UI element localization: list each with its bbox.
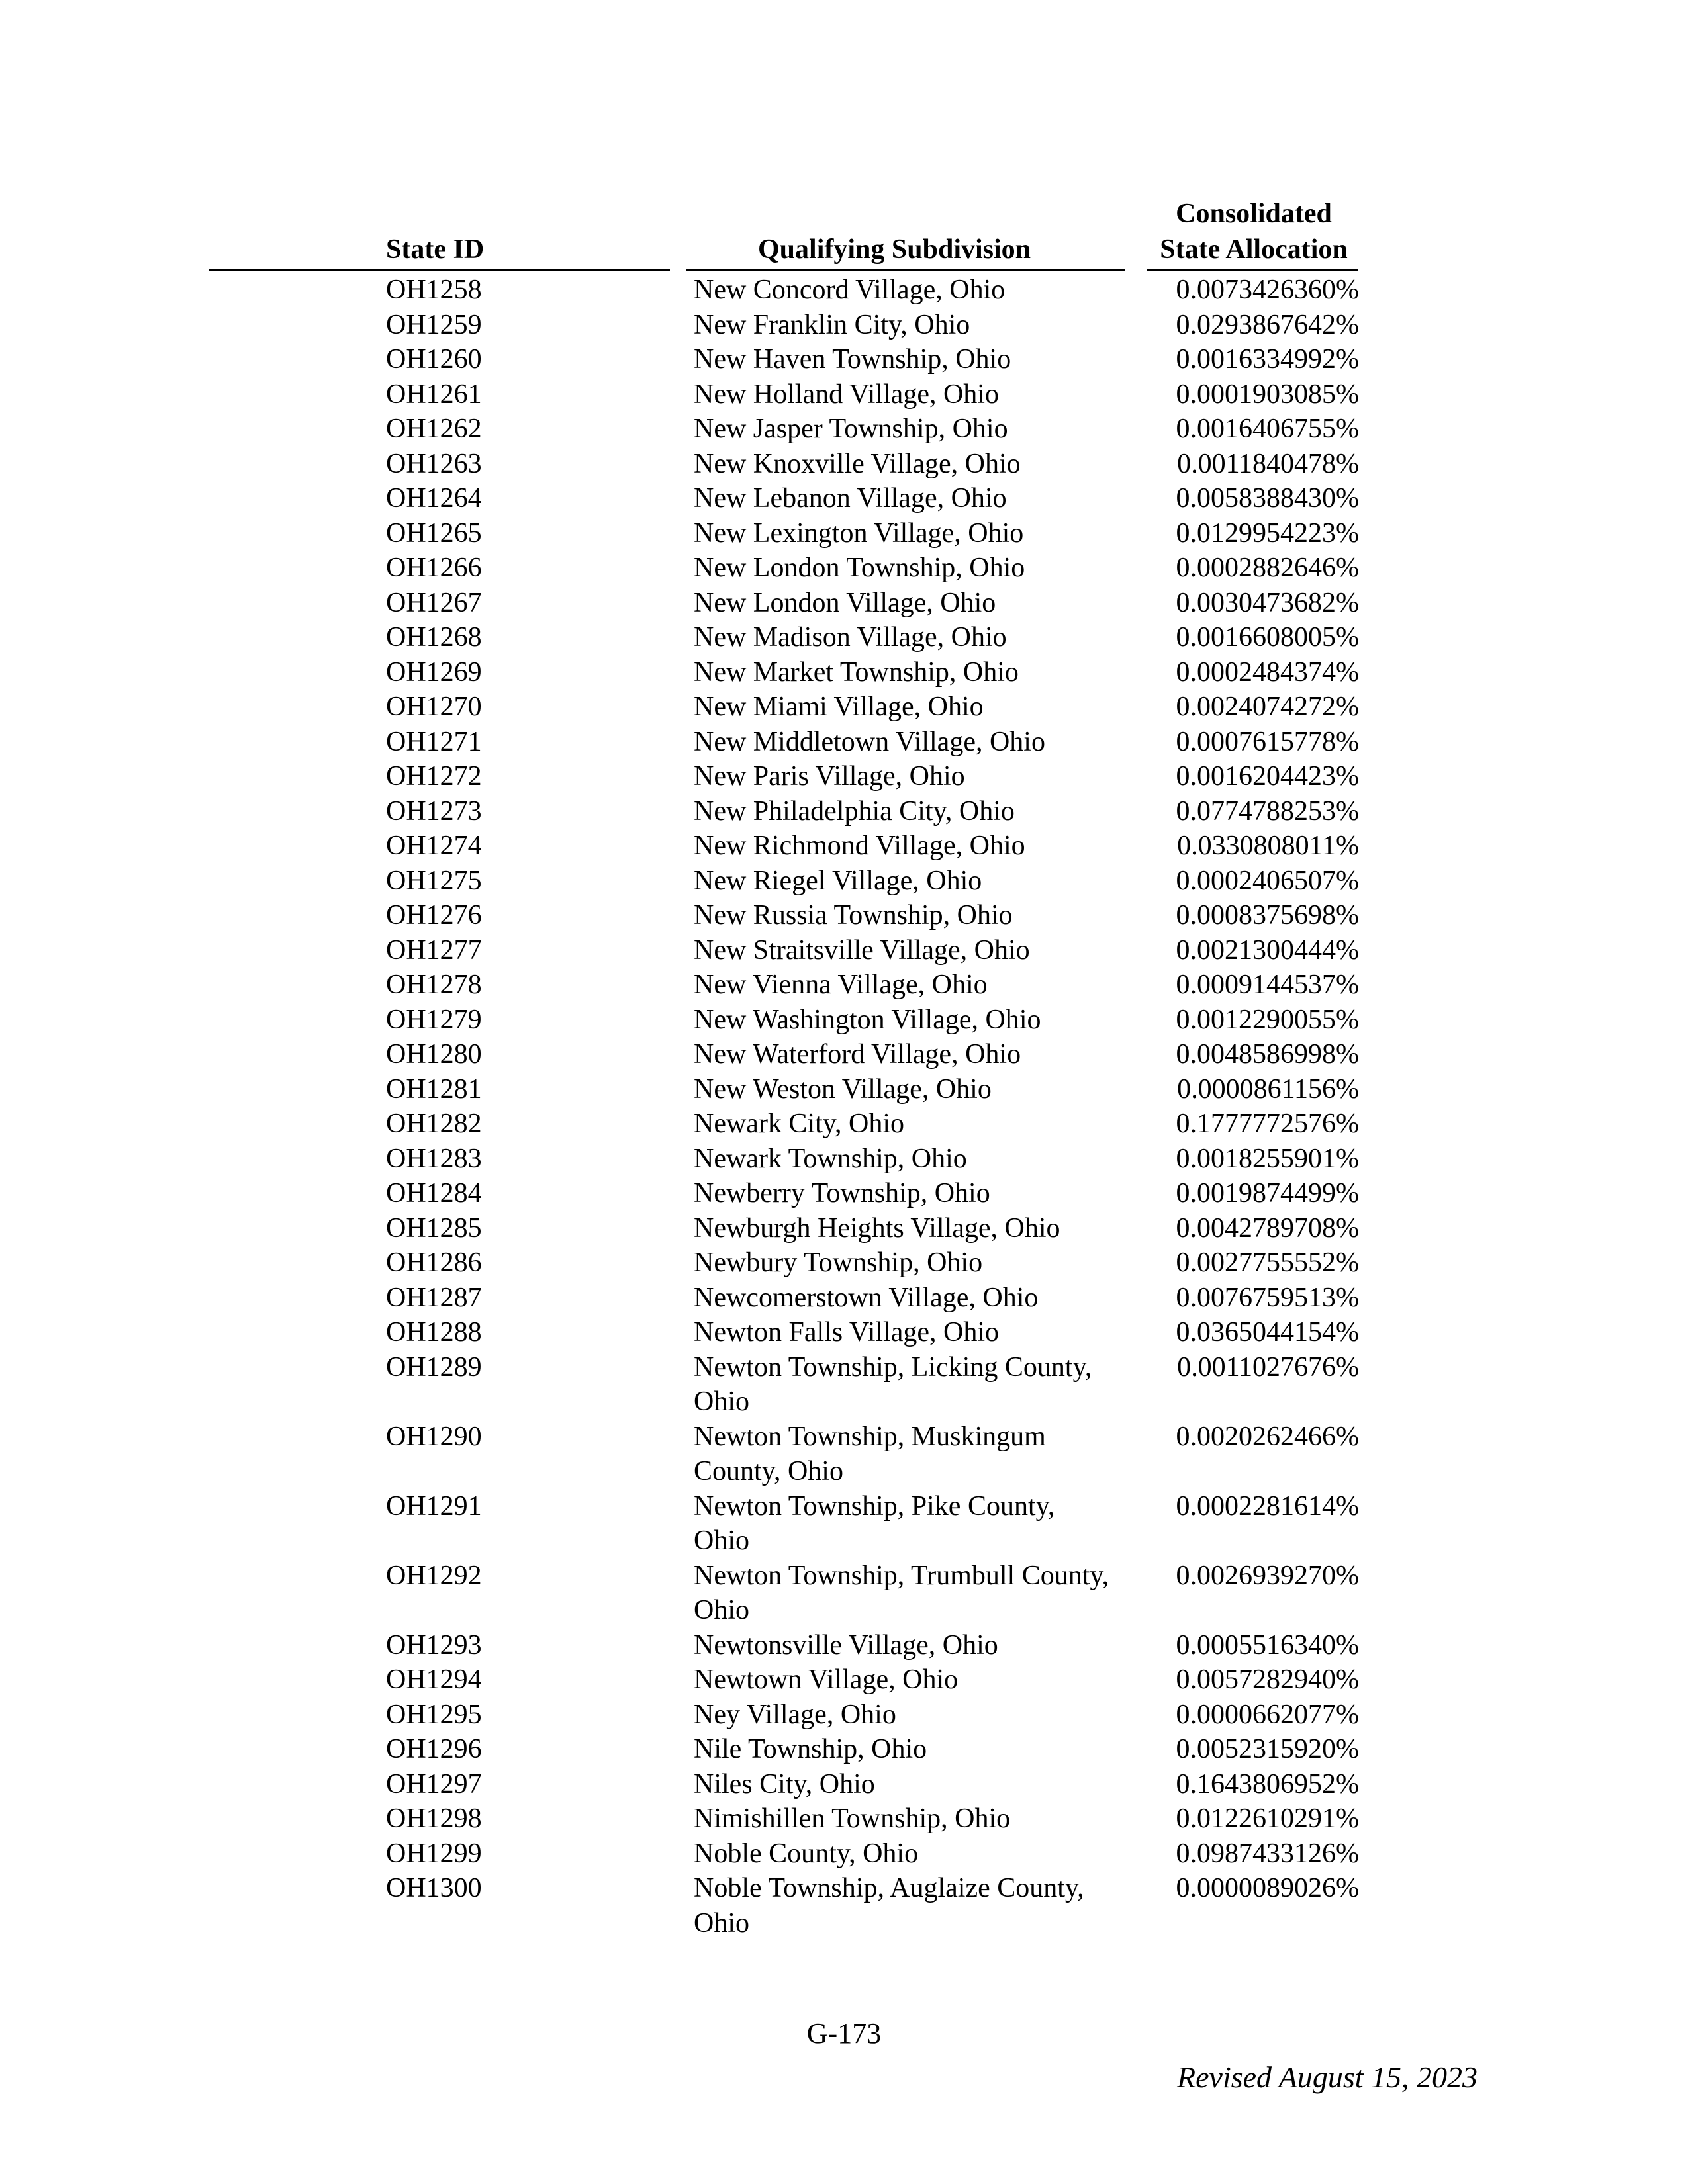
- subdivision-cell: Newberry Township, Ohio: [694, 1178, 990, 1208]
- subdivision-cell: New Russia Township, Ohio: [694, 900, 1013, 931]
- subdivision-cell: New Knoxville Village, Ohio: [694, 448, 1021, 479]
- table-row: [0, 412, 1688, 447]
- allocation-cell: 0.0073426360%: [1176, 275, 1359, 305]
- allocation-cell: 0.0365044154%: [1176, 1317, 1359, 1347]
- table-row: [0, 1559, 1688, 1628]
- allocation-cell: 0.0129954223%: [1176, 518, 1359, 549]
- state-id-cell: OH1268: [386, 622, 482, 653]
- subdivision-cell: Newton Township, Trumbull County, Ohio: [694, 1560, 1109, 1625]
- state-id-cell: OH1295: [386, 1699, 482, 1730]
- allocation-cell: 0.0058388430%: [1176, 483, 1359, 514]
- table-row: [0, 1211, 1688, 1246]
- allocation-cell: 0.0016608005%: [1176, 622, 1359, 653]
- state-id-cell: OH1263: [386, 448, 482, 479]
- state-id-cell: OH1280: [386, 1039, 482, 1069]
- allocation-cell: 0.1643806952%: [1176, 1768, 1359, 1799]
- subdivision-cell: New Weston Village, Ohio: [694, 1073, 992, 1105]
- table-row: [0, 1698, 1688, 1733]
- state-id-cell: OH1273: [386, 796, 482, 827]
- subdivision-cell: New Middletown Village, Ohio: [694, 726, 1045, 757]
- subdivision-cell: Newton Falls Village, Ohio: [694, 1317, 999, 1347]
- subdivision-cell: Noble County, Ohio: [694, 1838, 919, 1869]
- table-row: [0, 1767, 1688, 1802]
- table-row: [0, 759, 1688, 794]
- state-id-cell: OH1281: [386, 1073, 482, 1105]
- state-id-cell: OH1291: [386, 1490, 482, 1522]
- table-row: [0, 1801, 1688, 1837]
- page-number: G-173: [806, 2017, 882, 2050]
- header-allocation-line1: Consolidated: [1176, 199, 1332, 229]
- subdivision-cell: Newark Township, Ohio: [694, 1143, 967, 1174]
- subdivision-cell: New Franklin City, Ohio: [694, 309, 970, 340]
- allocation-cell: 0.0016406755%: [1176, 414, 1359, 444]
- table-row: [0, 1489, 1688, 1559]
- table-row: [0, 1107, 1688, 1142]
- subdivision-cell: Newtown Village, Ohio: [694, 1664, 959, 1695]
- subdivision-cell: New Jasper Township, Ohio: [694, 414, 1008, 444]
- subdivision-cell: New Washington Village, Ohio: [694, 1004, 1041, 1035]
- state-id-cell: OH1298: [386, 1803, 482, 1834]
- allocation-cell: 0.0019874499%: [1176, 1178, 1359, 1208]
- table-row: [0, 447, 1688, 482]
- subdivision-cell: Newbury Township, Ohio: [694, 1248, 983, 1278]
- state-id-cell: OH1278: [386, 970, 482, 1000]
- state-id-cell: OH1260: [386, 344, 482, 375]
- state-id-cell: OH1272: [386, 761, 482, 792]
- allocation-cell: 0.0330808011%: [1177, 831, 1359, 861]
- subdivision-cell: Newburgh Heights Village, Ohio: [694, 1212, 1060, 1244]
- state-id-cell: OH1292: [386, 1560, 482, 1591]
- state-id-cell: OH1264: [386, 483, 482, 514]
- table-row: [0, 1662, 1688, 1698]
- table-row: [0, 655, 1688, 690]
- table-row: [0, 829, 1688, 864]
- table-row: [0, 586, 1688, 621]
- allocation-cell: 0.0009144537%: [1176, 970, 1359, 1000]
- subdivision-cell: New Haven Township, Ohio: [694, 344, 1011, 375]
- allocation-cell: 0.0026939270%: [1176, 1560, 1359, 1591]
- subdivision-cell: New Riegel Village, Ohio: [694, 865, 982, 896]
- state-id-cell: OH1269: [386, 657, 482, 688]
- subdivision-cell: Ney Village, Ohio: [694, 1699, 896, 1730]
- table-row: [0, 273, 1688, 308]
- state-id-cell: OH1289: [386, 1351, 482, 1383]
- table-row: [0, 1871, 1688, 1940]
- state-id-cell: OH1293: [386, 1629, 482, 1661]
- allocation-cell: 0.0007615778%: [1176, 726, 1359, 757]
- table-row: [0, 898, 1688, 933]
- allocation-cell: 0.0030473682%: [1176, 587, 1359, 618]
- table-row: [0, 342, 1688, 377]
- subdivision-cell: New Lexington Village, Ohio: [694, 518, 1024, 549]
- table-row: [0, 1176, 1688, 1211]
- table-row: [0, 1142, 1688, 1177]
- table-row: [0, 933, 1688, 968]
- table-row: [0, 1628, 1688, 1663]
- allocation-cell: 0.0001903085%: [1176, 379, 1359, 410]
- allocation-cell: 0.0076759513%: [1176, 1282, 1359, 1313]
- revised-date: Revised August 15, 2023: [1177, 2060, 1477, 2094]
- table-row: [0, 1072, 1688, 1107]
- state-id-cell: OH1261: [386, 379, 482, 410]
- subdivision-cell: New Market Township, Ohio: [694, 657, 1019, 688]
- state-id-cell: OH1284: [386, 1178, 482, 1208]
- state-id-cell: OH1266: [386, 553, 482, 583]
- state-id-cell: OH1271: [386, 726, 482, 757]
- subdivision-cell: New Paris Village, Ohio: [694, 761, 965, 792]
- header-rule-subdivision: [686, 269, 1125, 271]
- state-id-cell: OH1275: [386, 865, 482, 896]
- subdivision-cell: New Concord Village, Ohio: [694, 275, 1006, 305]
- state-id-cell: OH1279: [386, 1004, 482, 1035]
- allocation-table: [0, 273, 1688, 1940]
- allocation-cell: 0.0000089026%: [1176, 1873, 1359, 1903]
- subdivision-cell: Niles City, Ohio: [694, 1768, 875, 1799]
- subdivision-cell: New Philadelphia City, Ohio: [694, 796, 1015, 827]
- subdivision-cell: Newark City, Ohio: [694, 1109, 905, 1139]
- state-id-cell: OH1282: [386, 1109, 482, 1139]
- allocation-cell: 0.0005516340%: [1176, 1629, 1359, 1661]
- subdivision-cell: New Lebanon Village, Ohio: [694, 483, 1007, 514]
- state-id-cell: OH1296: [386, 1734, 482, 1764]
- state-id-cell: OH1258: [386, 275, 482, 305]
- subdivision-cell: New Waterford Village, Ohio: [694, 1039, 1021, 1069]
- header-state-id: State ID: [386, 234, 485, 265]
- state-id-cell: OH1297: [386, 1768, 482, 1799]
- state-id-cell: OH1300: [386, 1873, 482, 1903]
- state-id-cell: OH1270: [386, 692, 482, 722]
- allocation-cell: 0.0002484374%: [1176, 657, 1359, 688]
- table-row: [0, 1420, 1688, 1489]
- state-id-cell: OH1262: [386, 414, 482, 444]
- state-id-cell: OH1274: [386, 831, 482, 861]
- table-row: [0, 481, 1688, 516]
- allocation-cell: 0.0052315920%: [1176, 1734, 1359, 1764]
- table-row: [0, 516, 1688, 551]
- state-id-cell: OH1290: [386, 1421, 482, 1452]
- allocation-cell: 0.0002882646%: [1176, 553, 1359, 583]
- allocation-cell: 0.0011027676%: [1177, 1351, 1359, 1383]
- allocation-cell: 0.0002406507%: [1176, 865, 1359, 896]
- subdivision-cell: Noble Township, Auglaize County, Ohio: [694, 1873, 1084, 1938]
- table-row: [0, 1281, 1688, 1316]
- subdivision-cell: Nile Township, Ohio: [694, 1734, 927, 1764]
- table-row: [0, 377, 1688, 412]
- allocation-cell: 0.0000662077%: [1176, 1699, 1359, 1730]
- subdivision-cell: New Straitsville Village, Ohio: [694, 934, 1030, 966]
- state-id-cell: OH1277: [386, 934, 482, 966]
- allocation-cell: 0.0122610291%: [1176, 1803, 1359, 1834]
- table-row: [0, 1246, 1688, 1281]
- table-row: [0, 864, 1688, 899]
- subdivision-cell: New Madison Village, Ohio: [694, 622, 1007, 653]
- table-row: [0, 551, 1688, 586]
- table-row: [0, 1315, 1688, 1350]
- allocation-cell: 0.0027755552%: [1176, 1248, 1359, 1278]
- table-row: [0, 1037, 1688, 1072]
- table-row: [0, 794, 1688, 829]
- table-row: [0, 1837, 1688, 1872]
- subdivision-cell: Newton Township, Pike County, Ohio: [694, 1490, 1055, 1556]
- state-id-cell: OH1299: [386, 1838, 482, 1869]
- allocation-cell: 0.0024074272%: [1176, 692, 1359, 722]
- table-row: [0, 725, 1688, 760]
- header-consolidated-state-allocation: [1150, 196, 1357, 267]
- allocation-cell: 0.0000861156%: [1177, 1073, 1359, 1105]
- state-id-cell: OH1267: [386, 587, 482, 618]
- allocation-cell: 0.0012290055%: [1176, 1004, 1359, 1035]
- state-id-cell: OH1285: [386, 1212, 482, 1244]
- allocation-cell: 0.0021300444%: [1176, 934, 1359, 966]
- header-allocation-line2: State Allocation: [1160, 234, 1348, 265]
- subdivision-cell: New London Township, Ohio: [694, 553, 1025, 583]
- subdivision-cell: Nimishillen Township, Ohio: [694, 1803, 1011, 1834]
- table-row: [0, 308, 1688, 343]
- header-rule-state-id: [209, 269, 670, 271]
- allocation-cell: 0.0008375698%: [1176, 900, 1359, 931]
- subdivision-cell: New Holland Village, Ohio: [694, 379, 999, 410]
- state-id-cell: OH1286: [386, 1248, 482, 1278]
- table-row: [0, 1350, 1688, 1420]
- header-rule-allocation: [1147, 269, 1358, 271]
- table-row: [0, 690, 1688, 725]
- header-qualifying-subdivision: Qualifying Subdivision: [758, 234, 1031, 265]
- subdivision-cell: New Miami Village, Ohio: [694, 692, 984, 722]
- allocation-cell: 0.0774788253%: [1176, 796, 1359, 827]
- subdivision-cell: Newton Township, Licking County, Ohio: [694, 1351, 1092, 1417]
- allocation-cell: 0.0042789708%: [1176, 1212, 1359, 1244]
- subdivision-cell: Newton Township, Muskingum County, Ohio: [694, 1421, 1046, 1486]
- subdivision-cell: New London Village, Ohio: [694, 587, 996, 618]
- state-id-cell: OH1265: [386, 518, 482, 549]
- subdivision-cell: New Vienna Village, Ohio: [694, 970, 988, 1000]
- allocation-cell: 0.0018255901%: [1176, 1143, 1359, 1174]
- allocation-cell: 0.0057282940%: [1176, 1664, 1359, 1695]
- allocation-cell: 0.0048586998%: [1176, 1039, 1359, 1069]
- allocation-cell: 0.0016334992%: [1176, 344, 1359, 375]
- allocation-cell: 0.0020262466%: [1176, 1421, 1359, 1452]
- subdivision-cell: Newcomerstown Village, Ohio: [694, 1282, 1039, 1313]
- table-row: [0, 1732, 1688, 1767]
- table-row: [0, 968, 1688, 1003]
- allocation-cell: 0.0987433126%: [1176, 1838, 1359, 1869]
- state-id-cell: OH1283: [386, 1143, 482, 1174]
- state-id-cell: OH1287: [386, 1282, 482, 1313]
- subdivision-cell: Newtonsville Village, Ohio: [694, 1629, 998, 1661]
- state-id-cell: OH1294: [386, 1664, 482, 1695]
- table-row: [0, 620, 1688, 655]
- allocation-cell: 0.0293867642%: [1176, 309, 1359, 340]
- allocation-cell: 0.0011840478%: [1177, 448, 1359, 479]
- state-id-cell: OH1259: [386, 309, 482, 340]
- allocation-cell: 0.0016204423%: [1176, 761, 1359, 792]
- table-row: [0, 1003, 1688, 1038]
- state-id-cell: OH1276: [386, 900, 482, 931]
- allocation-cell: 0.0002281614%: [1176, 1490, 1359, 1522]
- subdivision-cell: New Richmond Village, Ohio: [694, 831, 1025, 861]
- state-id-cell: OH1288: [386, 1317, 482, 1347]
- allocation-cell: 0.1777772576%: [1176, 1109, 1359, 1139]
